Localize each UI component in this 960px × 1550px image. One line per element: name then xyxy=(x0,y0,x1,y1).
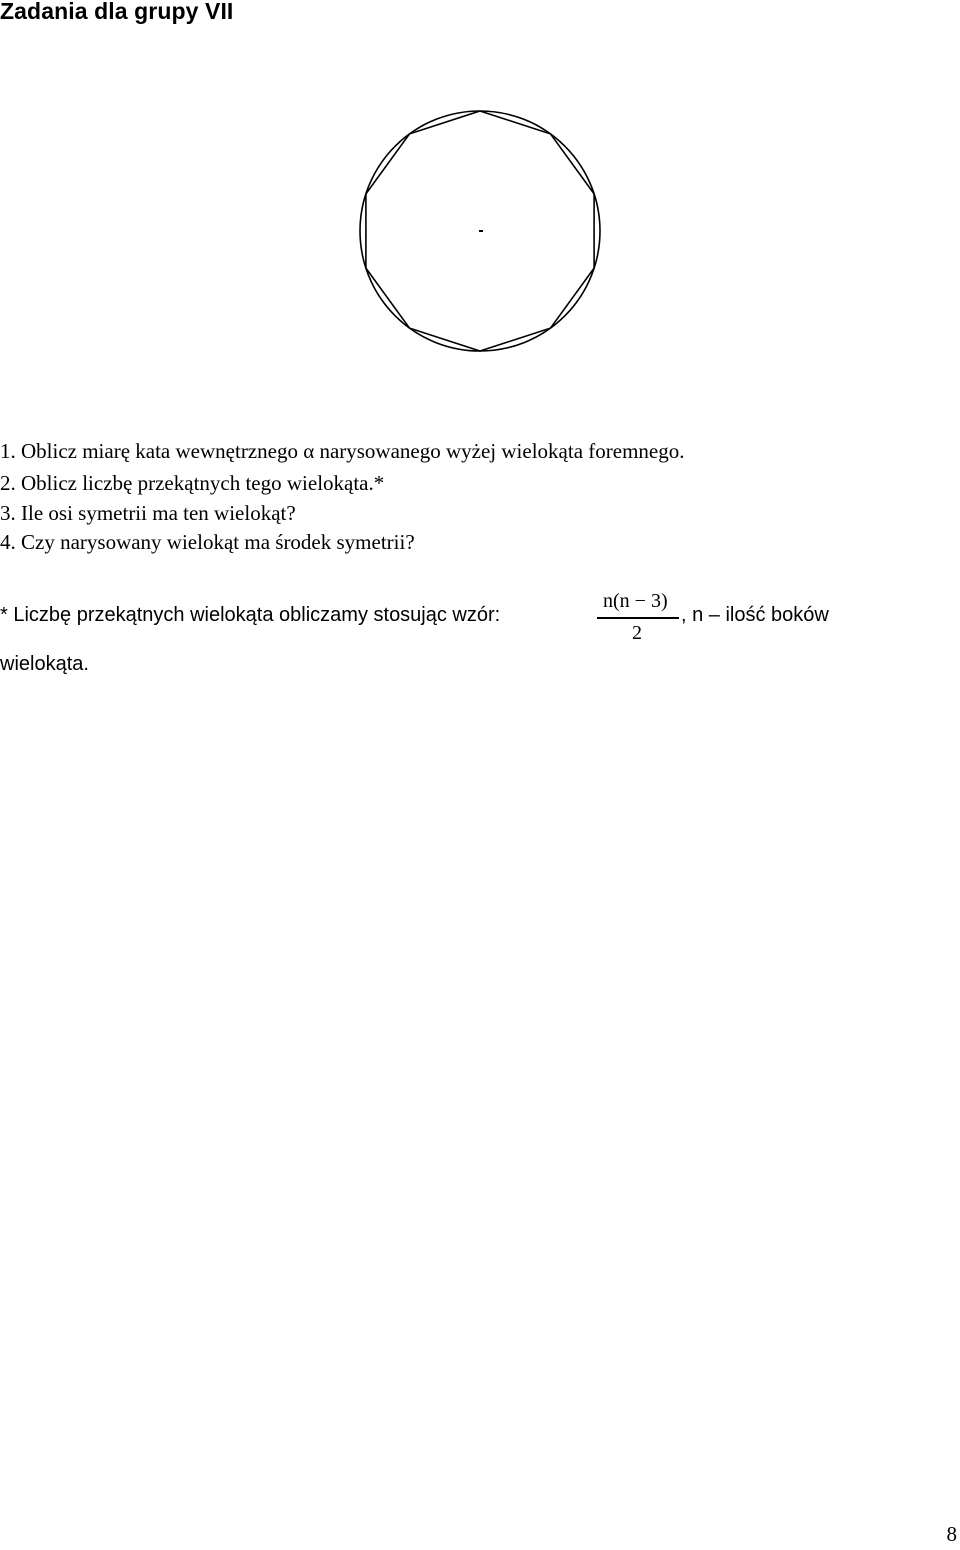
task-2: 2. Oblicz liczbę przekątnych tego wielokąta.* xyxy=(0,471,385,495)
formula-denominator: 2 xyxy=(632,622,642,644)
center-mark xyxy=(479,230,483,232)
task-3: 3. Ile osi symetrii ma ten wielokąt? xyxy=(0,501,296,525)
polygon-figure xyxy=(355,103,605,358)
page-number: 8 xyxy=(946,1522,957,1546)
task-4: 4. Czy narysowany wielokąt ma środek symetrii? xyxy=(0,530,415,554)
footnote-continuation: wielokąta. xyxy=(0,653,89,675)
fraction-bar xyxy=(597,617,679,619)
task-1: 1. Oblicz miarę kata wewnętrznego α narysowanego wyżej wielokąta foremnego. xyxy=(0,439,685,463)
formula-numerator: n(n − 3) xyxy=(603,590,668,612)
footnote-suffix: , n – ilość boków xyxy=(681,604,829,626)
page-title: Zadania dla grupy VII xyxy=(0,0,234,24)
diagonals-formula xyxy=(597,590,679,650)
footnote-text: * Liczbę przekątnych wielokąta obliczamy stosując wzór: xyxy=(0,604,501,626)
